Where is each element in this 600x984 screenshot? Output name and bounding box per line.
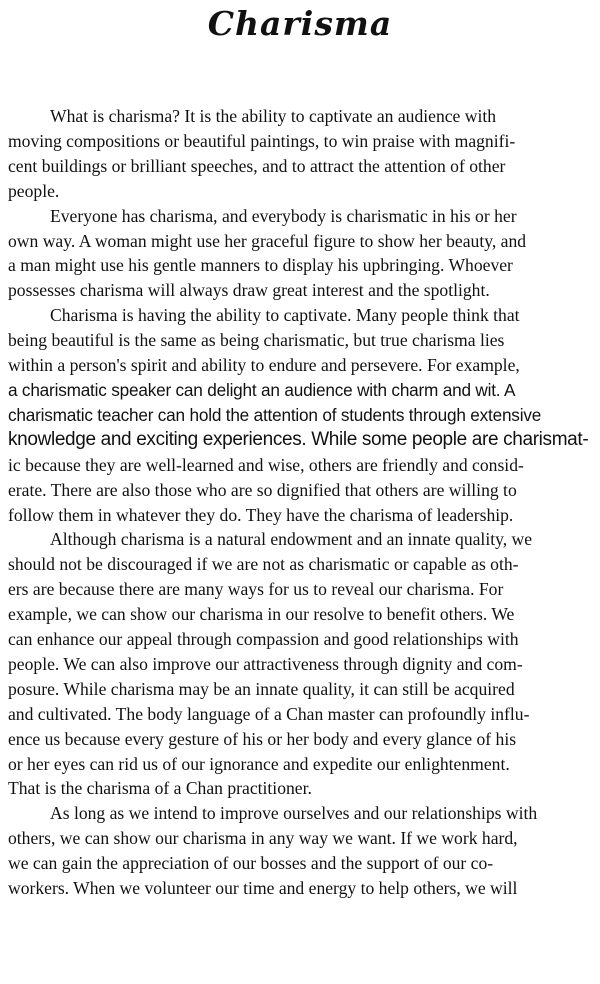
paragraph-4 — [8, 527, 600, 801]
text-line: That is the charisma of a Chan practitioner. — [8, 778, 312, 799]
text-line: and cultivated. The body language of a Chan master can profoundly influ- — [8, 703, 530, 724]
text-line: ers are because there are many ways for us to reveal our charisma. For — [8, 579, 504, 600]
text-line: possesses charisma will always draw great interest and the spotlight. — [8, 280, 490, 301]
text-line: As long as we intend to improve ourselves and our relationships with — [50, 803, 538, 824]
paragraph-1 — [8, 104, 600, 204]
paragraph-2 — [8, 204, 600, 304]
text-line: cent buildings or brilliant speeches, and to attract the attention of other — [8, 155, 506, 176]
text-line: people. We can also improve our attractiveness through dignity and com- — [8, 653, 523, 674]
text-line: workers. When we volunteer our time and energy to help others, we will — [8, 878, 518, 899]
text-line: Everyone has charisma, and everybody is charismatic in his or her — [50, 205, 517, 226]
text-line: erate. There are also those who are so dignified that others are willing to — [8, 479, 517, 500]
text-line: ic because they are well-learned and wise, others are friendly and consid- — [8, 454, 524, 475]
text-line: we can gain the appreciation of our bosses and the support of our co- — [8, 853, 494, 874]
text-line: Although charisma is a natural endowment and an innate quality, we — [50, 529, 533, 550]
text-line: or her eyes can rid us of our ignorance and expedite our enlightenment. — [8, 753, 510, 774]
text-line: knowledge and exciting experiences. While some people are charismat- — [8, 428, 589, 450]
text-line: being beautiful is the same as being charismatic, but true charisma lies — [8, 330, 505, 351]
text-line: example, we can show our charisma in our resolve to benefit others. We — [8, 604, 515, 625]
paragraph-5 — [8, 801, 600, 901]
text-line: What is charisma? It is the ability to captivate an audience with — [50, 106, 497, 126]
text-line: follow them in whatever they do. They have the charisma of leadership. — [8, 504, 514, 525]
paragraph-3 — [8, 303, 600, 527]
text-line: people. — [8, 180, 60, 201]
text-line: should not be discouraged if we are not as charismatic or capable as oth- — [8, 554, 519, 575]
body-text — [8, 104, 600, 901]
text-line: charismatic teacher can hold the attention of students through extensive — [8, 404, 542, 425]
text-line: posure. While charisma may be an innate quality, it can still be acquired — [8, 678, 515, 699]
text-line: ence us because every gesture of his or her body and every glance of his — [8, 728, 517, 749]
text-line: own way. A woman might use her graceful figure to show her beauty, and — [8, 230, 527, 251]
text-line: within a person's spirit and ability to endure and persevere. For example, — [8, 355, 520, 376]
text-line: can enhance our appeal through compassion and good relationships with — [8, 629, 519, 650]
text-line: moving compositions or beautiful paintings, to win praise with magnifi- — [8, 130, 516, 151]
text-line: a charismatic speaker can delight an audience with charm and wit. A — [8, 379, 516, 400]
chapter-title: Charisma — [207, 4, 393, 43]
text-line: a man might use his gentle manners to display his upbringing. Whoever — [8, 255, 513, 276]
text-line: Charisma is having the ability to captivate. Many people think that — [50, 305, 520, 326]
text-line: others, we can show our charisma in any way we want. If we work hard, — [8, 828, 518, 849]
